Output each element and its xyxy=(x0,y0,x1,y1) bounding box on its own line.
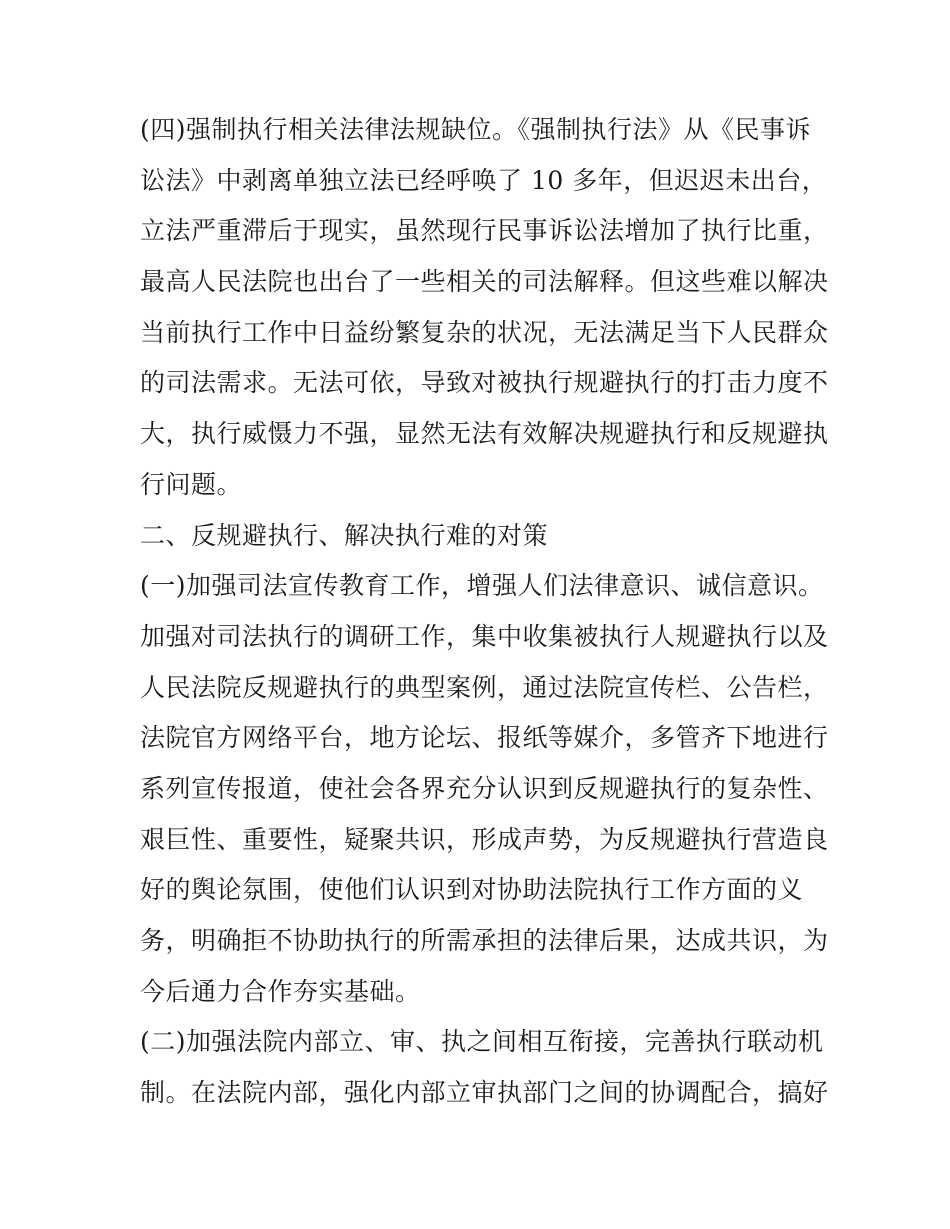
text-line: 当前执行工作中日益纷繁复杂的状况，无法满足当下人民群众 xyxy=(140,317,829,347)
text-line: 行问题。 xyxy=(140,469,243,499)
text-line: 讼法》中剥离单独立法已经呼唤了 10 多年，但迟迟未出台， xyxy=(140,165,828,195)
document-body xyxy=(140,112,829,1126)
text-line: 系列宣传报道，使社会各界充分认识到反规避执行的复杂性、 xyxy=(140,773,829,803)
text-line: 艰巨性、重要性，疑聚共识，形成声势，为反规避执行营造良 xyxy=(140,824,829,854)
text-line: 法院官方网络平台，地方论坛、报纸等媒介，多管齐下地进行 xyxy=(140,723,829,753)
text-line: 大，执行威慑力不强，显然无法有效解决规避执行和反规避执 xyxy=(140,419,829,449)
text-line: 务，明确拒不协助执行的所需承担的法律后果，达成共识，为 xyxy=(140,926,829,955)
text-line: 今后通力合作夯实基础。 xyxy=(140,976,421,1006)
text-line: 加强对司法执行的调研工作，集中收集被执行人规避执行以及 xyxy=(140,621,829,651)
text-line: 制。在法院内部，强化内部立审执部门之间的协调配合，搞好 xyxy=(140,1078,829,1108)
text-line: 最高人民法院也出台了一些相关的司法解释。但这些难以解决 xyxy=(140,267,829,297)
text-line: 立法严重滞后于现实，虽然现行民事诉讼法增加了执行比重， xyxy=(140,216,829,246)
text-line: (四)强制执行相关法律法规缺位。《强制执行法》从《民事诉 xyxy=(140,115,812,144)
text-line: 人民法院反规避执行的典型案例，通过法院宣传栏、公告栏， xyxy=(140,672,829,702)
section-heading: 二、反规避执行、解决执行难的对策 xyxy=(140,520,549,550)
text-line: 的司法需求。无法可依，导致对被执行规避执行的打击力度不 xyxy=(140,368,829,398)
text-line: (二)加强法院内部立、审、执之间相互衔接，完善执行联动机 xyxy=(140,1027,824,1057)
text-line: 好的舆论氛围，使他们认识到对协助法院执行工作方面的义 xyxy=(140,875,804,905)
text-line: (一)加强司法宣传教育工作，增强人们法律意识、诚信意识。 xyxy=(140,571,824,601)
